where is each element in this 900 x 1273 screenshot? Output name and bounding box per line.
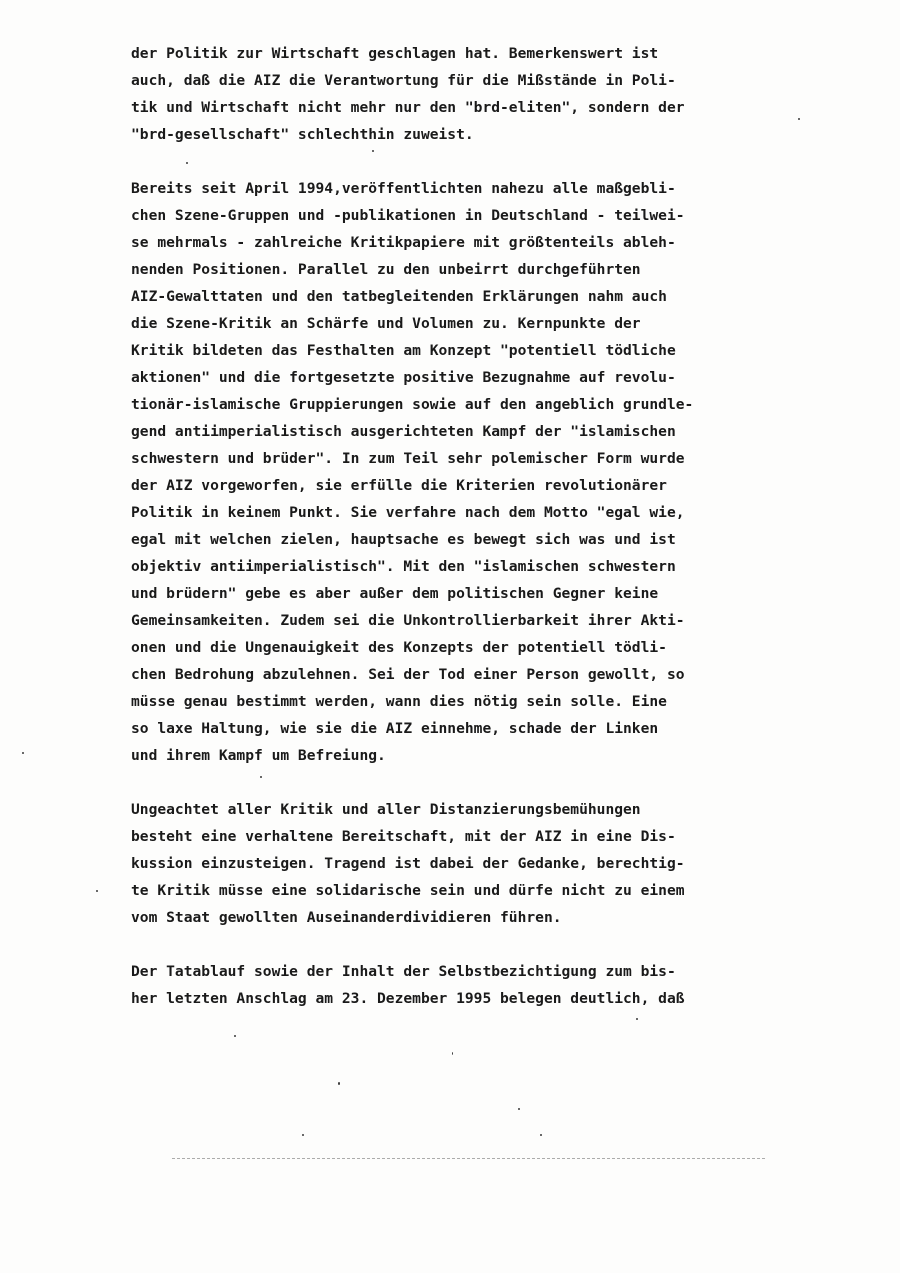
text-line: Politik in keinem Punkt. Sie verfahre nach dem Motto "egal wie, bbox=[131, 504, 685, 521]
scan-speck bbox=[518, 1108, 520, 1110]
text-line: der AIZ vorgeworfen, sie erfülle die Kriterien revolutionärer bbox=[131, 477, 667, 494]
text-line: Gemeinsamkeiten. Zudem sei die Unkontrollierbarkeit ihrer Akti- bbox=[131, 612, 685, 629]
footer-rule bbox=[172, 1158, 765, 1159]
scan-speck bbox=[260, 776, 262, 778]
scan-speck bbox=[186, 162, 188, 164]
text-line: Kritik bildeten das Festhalten am Konzept "potentiell tödliche bbox=[131, 342, 676, 359]
text-line: te Kritik müsse eine solidarische sein und dürfe nicht zu einem bbox=[131, 882, 685, 899]
text-line: schwestern und brüder". In zum Teil sehr polemischer Form wurde bbox=[131, 450, 685, 467]
text-line: Bereits seit April 1994,veröffentlichten nahezu alle maßgebli- bbox=[131, 180, 676, 197]
scan-speck bbox=[338, 1082, 340, 1085]
text-line: AIZ-Gewalttaten und den tatbegleitenden Erklärungen nahm auch bbox=[131, 288, 667, 305]
text-line: her letzten Anschlag am 23. Dezember 1995 belegen deutlich, daß bbox=[131, 990, 685, 1007]
text-line: und ihrem Kampf um Befreiung. bbox=[131, 747, 386, 764]
text-line: Ungeachtet aller Kritik und aller Distanzierungsbemühungen bbox=[131, 801, 641, 818]
text-line: kussion einzusteigen. Tragend ist dabei der Gedanke, berechtig- bbox=[131, 855, 685, 872]
scan-speck bbox=[96, 890, 98, 892]
text-line: onen und die Ungenauigkeit des Konzepts der potentiell tödli- bbox=[131, 639, 667, 656]
scan-speck bbox=[798, 118, 800, 120]
scan-speck bbox=[372, 150, 374, 152]
text-line: gend antiimperialistisch ausgerichteten Kampf der "islamischen bbox=[131, 423, 676, 440]
scan-speck bbox=[234, 1035, 236, 1037]
text-line: se mehrmals - zahlreiche Kritikpapiere mit größtenteils ableh- bbox=[131, 234, 676, 251]
text-line: nenden Positionen. Parallel zu den unbeirrt durchgeführten bbox=[131, 261, 641, 278]
text-line: und brüdern" gebe es aber außer dem politischen Gegner keine bbox=[131, 585, 659, 602]
scan-speck bbox=[636, 1018, 638, 1020]
text-line: die Szene-Kritik an Schärfe und Volumen zu. Kernpunkte der bbox=[131, 315, 641, 332]
text-line: Der Tatablauf sowie der Inhalt der Selbstbezichtigung zum bis- bbox=[131, 963, 676, 980]
text-line: chen Bedrohung abzulehnen. Sei der Tod einer Person gewollt, so bbox=[131, 666, 685, 683]
scan-speck bbox=[302, 1134, 304, 1136]
text-line: tionär-islamische Gruppierungen sowie auf den angeblich grundle- bbox=[131, 396, 694, 413]
text-line: vom Staat gewollten Auseinanderdividieren führen. bbox=[131, 909, 562, 926]
text-line: egal mit welchen zielen, hauptsache es bewegt sich was und ist bbox=[131, 531, 676, 548]
text-line: chen Szene-Gruppen und -publikationen in Deutschland - teilwei- bbox=[131, 207, 685, 224]
text-line: auch, daß die AIZ die Verantwortung für die Mißstände in Poli- bbox=[131, 72, 676, 89]
text-line: aktionen" und die fortgesetzte positive Bezugnahme auf revolu- bbox=[131, 369, 676, 386]
text-line: der Politik zur Wirtschaft geschlagen hat. Bemerkenswert ist bbox=[131, 45, 659, 62]
text-line: "brd-gesellschaft" schlechthin zuweist. bbox=[131, 126, 474, 143]
text-line: tik und Wirtschaft nicht mehr nur den "brd-eliten", sondern der bbox=[131, 99, 685, 116]
scan-speck bbox=[22, 752, 24, 754]
text-line: objektiv antiimperialistisch". Mit den "islamischen schwestern bbox=[131, 558, 676, 575]
text-line: müsse genau bestimmt werden, wann dies nötig sein solle. Eine bbox=[131, 693, 667, 710]
scan-speck bbox=[540, 1134, 542, 1136]
text-line: besteht eine verhaltene Bereitschaft, mit der AIZ in eine Dis- bbox=[131, 828, 676, 845]
text-line: so laxe Haltung, wie sie die AIZ einnehme, schade der Linken bbox=[131, 720, 659, 737]
scan-speck bbox=[452, 1052, 453, 1055]
